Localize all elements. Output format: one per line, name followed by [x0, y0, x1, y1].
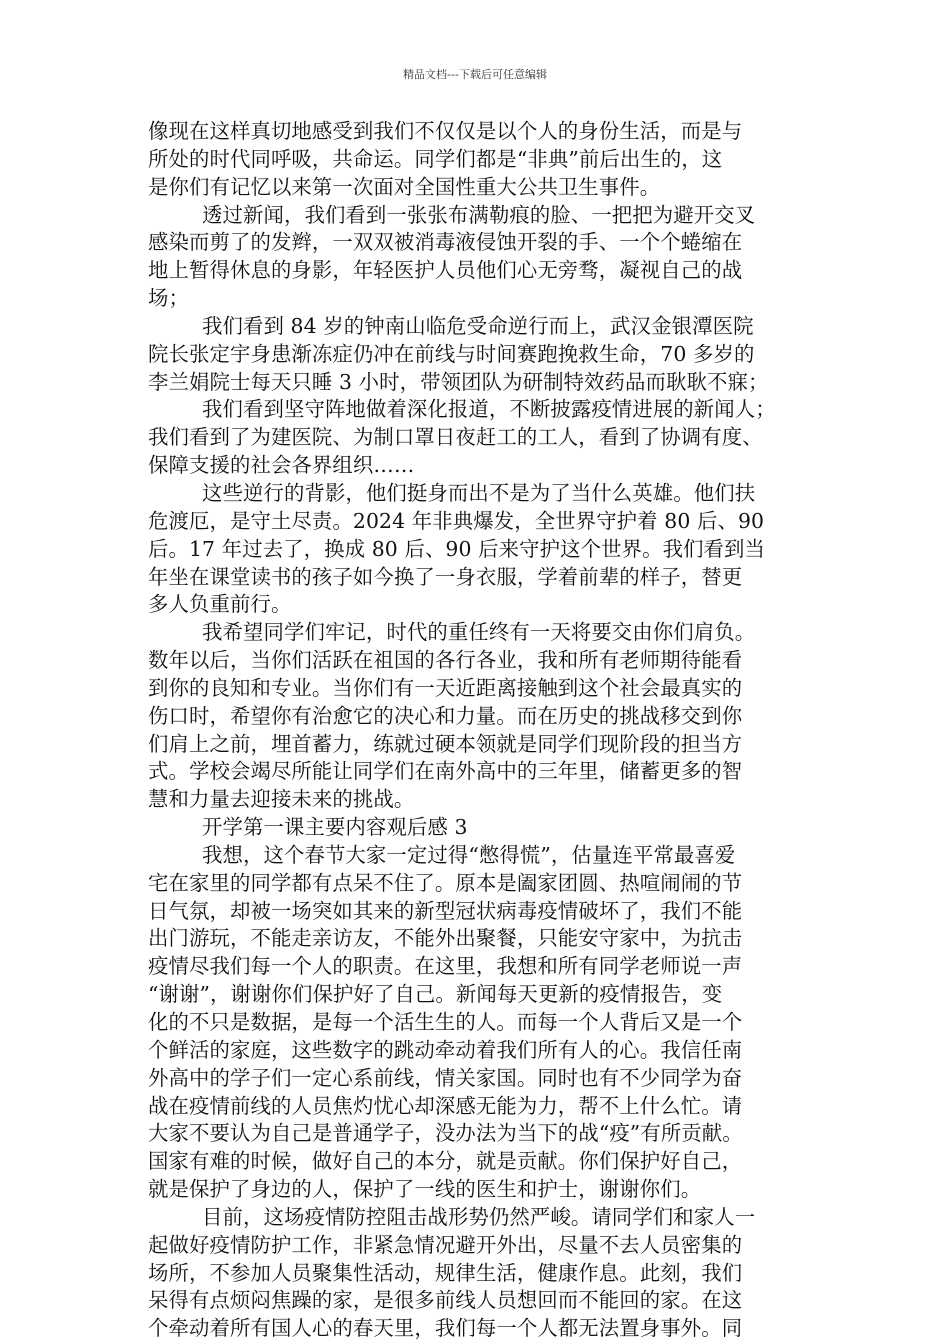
text-line: 我希望同学们牢记，时代的重任终有一天将要交由你们肩负。 [202, 620, 756, 645]
text-line: 式。学校会竭尽所能让同学们在南外高中的三年里，储蓄更多的智 [148, 759, 743, 784]
text-line: 所处的时代同呼吸，共命运。同学们都是“非典”前后出生的，这 [148, 146, 723, 171]
text-line: 宅在家里的同学都有点呆不住了。原本是阖家团圆、热喧闹闹的节 [148, 870, 743, 895]
text-line: 呆得有点烦闷焦躁的家，是很多前线人员想回而不能回的家。在这 [148, 1288, 743, 1313]
text-line: 保障支援的社会各界组织…… [148, 453, 415, 478]
text-line: 化的不只是数据，是每一个活生生的人。而每一个人背后又是一个 [148, 1010, 743, 1034]
text-line: 个牵动着所有国人心的春天里，我们每一个人都无法置身事外。同 [148, 1316, 743, 1341]
text-line: 多人负重前行。 [148, 592, 292, 617]
text-line: 外高中的学子们一定心系前线，情关家国。同时也有不少同学为奋 [148, 1065, 743, 1090]
text-line: 起做好疫情防护工作，非紧急情况避开外出，尽量不去人员密集的 [148, 1232, 743, 1257]
text-line: 数年以后，当你们活跃在祖国的各行各业，我和所有老师期待能看 [148, 648, 743, 673]
text-line: 透过新闻，我们看到一张张布满勒痕的脸、一把把为避开交叉 [202, 202, 756, 227]
text-line: 我们看到坚守阵地做着深化报道，不断披露疫情进展的新闻人； [202, 397, 776, 422]
text-line: 个鲜活的家庭，这些数字的跳动牵动着我们所有人的心。我信任南 [148, 1037, 743, 1062]
text-line: 后。17 年过去了，换成 80 后、90 后来守护这个世界。我们看到当 [148, 536, 766, 561]
text-line: 感染而剪了的发辫，一双双被消毒液侵蚀开裂的手、一个个蜷缩在 [148, 230, 743, 255]
text-line: 场所，不参加人员聚集性活动，规律生活，健康作息。此刻，我们 [148, 1260, 743, 1285]
text-line: 目前，这场疫情防控阻击战形势仍然严峻。请同学们和家人一 [202, 1204, 756, 1229]
text-line: 我们看到了为建医院、为制口罩日夜赶工的工人，看到了协调有度、 [148, 425, 763, 450]
text-line: 出门游玩，不能走亲访友，不能外出聚餐，只能安守家中，为抗击 [148, 926, 743, 951]
text-line: 危渡厄，是守土尽责。2024 年非典爆发，全世界守护着 80 后、90 [148, 508, 765, 533]
text-line: 大家不要认为自己是普通学子，没办法为当下的战“疫”有所贡献。 [148, 1121, 743, 1146]
text-line: 们肩上之前，埋首蓄力，练就过硬本领就是同学们现阶段的担当方 [148, 731, 743, 756]
text-line: 疫情尽我们每一个人的职责。在这里，我想和所有同学老师说一声 [148, 954, 743, 979]
text-line: 场； [148, 286, 189, 311]
text-line: 像现在这样真切地感受到我们不仅仅是以个人的身份生活，而是与 [148, 119, 743, 143]
text-line: “谢谢”，谢谢你们保护好了自己。新闻每天更新的疫情报告，变 [148, 982, 723, 1007]
text-line: 年坐在课堂读书的孩子如今换了一身衣服，学着前辈的样子，替更 [148, 564, 743, 589]
article-body [148, 118, 808, 1343]
text-line: 就是保护了身边的人，保护了一线的医生和护士，谢谢你们。 [148, 1177, 702, 1202]
text-line: 慧和力量去迎接未来的挑战。 [148, 787, 415, 812]
text-line: 日气氛，却被一场突如其来的新型冠状病毒疫情破坏了，我们不能 [148, 898, 743, 923]
page-header: 精品文档---下载后可任意编辑 [403, 68, 547, 81]
section-heading: 开学第一课主要内容观后感 3 [202, 815, 468, 840]
text-line: 战在疫情前线的人员焦灼忧心却深感无能为力，帮不上什么忙。请 [148, 1093, 743, 1118]
text-line: 国家有难的时候，做好自己的本分，就是贡献。你们保护好自己， [148, 1149, 743, 1174]
text-line: 地上暂得休息的身影，年轻医护人员他们心无旁骛，凝视自己的战 [148, 258, 743, 283]
text-line: 我们看到 84 岁的钟南山临危受命逆行而上，武汉金银潭医院 [202, 313, 754, 338]
text-line: 到你的良知和专业。当你们有一天近距离接触到这个社会最真实的 [148, 675, 743, 700]
text-line: 李兰娟院士每天只睡 3 小时，带领团队为研制特效药品而耿耿不寐； [148, 369, 769, 394]
text-line: 是你们有记忆以来第一次面对全国性重大公共卫生事件。 [148, 174, 661, 199]
text-line: 院长张定宇身患渐冻症仍冲在前线与时间赛跑挽救生命，70 多岁的 [148, 341, 755, 366]
text-line: 伤口时，希望你有治愈它的决心和力量。而在历史的挑战移交到你 [148, 703, 743, 728]
text-line: 我想，这个春节大家一定过得“憋得慌”，估量连平常最喜爱 [202, 842, 736, 867]
text-line: 这些逆行的背影，他们挺身而出不是为了当什么英雄。他们扶 [202, 480, 756, 505]
